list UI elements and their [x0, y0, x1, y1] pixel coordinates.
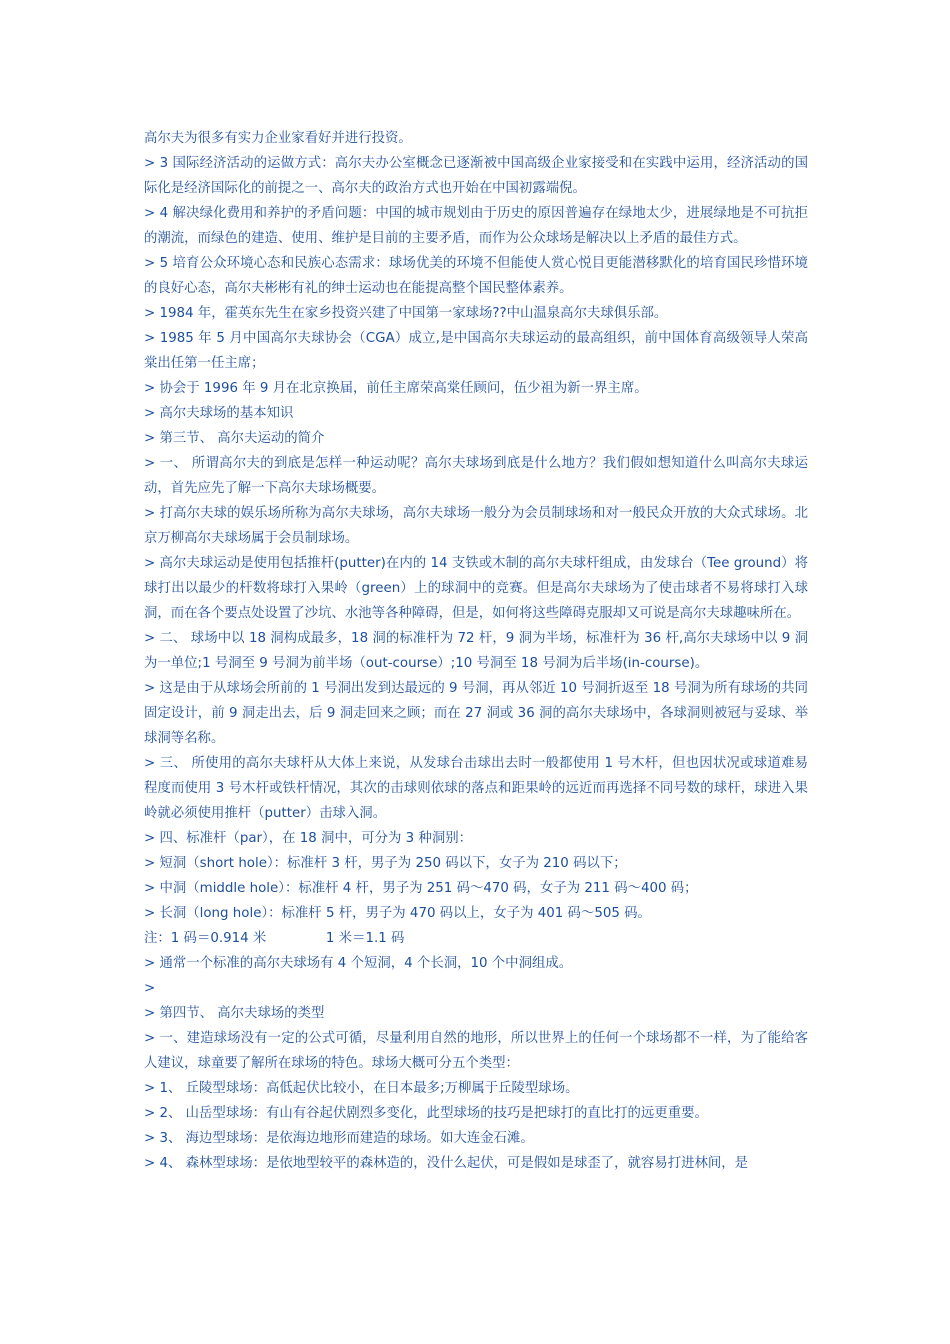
list-item: > 长洞（long hole）：标准杆 5 杆，男子为 470 码以上，女子为 401 码～505 码。 — [144, 906, 651, 921]
list-item: > 1、 丘陵型球场：高低起伏比较小，在日本最多;万柳属于丘陵型球场。 — [144, 1081, 579, 1096]
list-item: > 中洞（middle hole）：标准杆 4 杆，男子为 251 码～470 码，女子为 211 码～400 码； — [144, 881, 698, 896]
paragraph: > — [144, 981, 156, 996]
paragraph: > 通常一个标准的高尔夫球场有 4 个短洞，4 个长洞，10 个中洞组成。 — [144, 956, 573, 971]
paragraph: > 一、建造球场没有一定的公式可循，尽量利用自然的地形，所以世界上的任何一个球场都不一样，为了能给客人建议，球童要了解所在球场的特色。球场大概可分五个类型： — [144, 1031, 808, 1071]
paragraph: > 协会于 1996 年 9 月在北京换届，前任主席荣高棠任顾问，伍少祖为新一界主席。 — [144, 381, 648, 396]
section-heading: > 高尔夫球场的基本知识 — [144, 406, 294, 421]
paragraph: > 4 解决绿化费用和养护的矛盾问题：中国的城市规划由于历史的原因普遍存在绿地太少，进展绿地是不可抗拒的潮流，而绿色的建造、使用、维护是目前的主要矛盾，而作为公众球场是解决以上矛盾的最佳方式。 — [144, 206, 808, 246]
paragraph: > 5 培育公众环境心态和民族心态需求：球场优美的环境不但能使人赏心悦目更能潜移默化的培育国民珍惜环境的良好心态，高尔夫彬彬有礼的绅士运动也在能提高整个国民整体素养。 — [144, 256, 808, 296]
section-heading: > 第三节、 高尔夫运动的简介 — [144, 431, 325, 446]
paragraph: > 二、 球场中以 18 洞构成最多，18 洞的标准杆为 72 杆，9 洞为半场，标准杆为 36 杆,高尔夫球场中以 9 洞为一单位;1 号洞至 9 号洞为前半场（out-course）;10 号洞至 18 号洞为后半场(in-course)。 — [144, 631, 808, 671]
paragraph: > 四、标准杆（par），在 18 洞中，可分为 3 种洞别： — [144, 831, 472, 846]
list-item: > 2、 山岳型球场：有山有谷起伏剧烈多变化，此型球场的技巧是把球打的直比打的远更重要。 — [144, 1106, 708, 1121]
paragraph: > 一、 所谓高尔夫的到底是怎样一种运动呢？高尔夫球场到底是什么地方？我们假如想知道什么叫高尔夫球运动，首先应先了解一下高尔夫球场概要。 — [144, 456, 808, 496]
paragraph: > 打高尔夫球的娱乐场所称为高尔夫球场，高尔夫球场一般分为会员制球场和对一般民众开放的大众式球场。北京万柳高尔夫球场属于会员制球场。 — [144, 506, 808, 546]
paragraph: > 高尔夫球运动是使用包括推杆(putter)在内的 14 支铁或木制的高尔夫球杆组成，由发球台（Tee ground）将球打出以最少的杆数将球打入果岭（green）上的球洞中的竞赛。但是高尔夫球场为了使击球者不易将球打入球洞，而在各个要点处设置了沙坑、水池等各种障碍，但是，如何将这些障碍克服却又可说是高尔夫球趣味所在。 — [144, 556, 808, 621]
list-item: > 3、 海边型球场：是依海边地形而建造的球场。如大连金石滩。 — [144, 1131, 534, 1146]
section-heading: > 第四节、 高尔夫球场的类型 — [144, 1006, 325, 1021]
paragraph: 高尔夫为很多有实力企业家看好并进行投资。 — [144, 131, 412, 146]
paragraph: > 1984 年，霍英东先生在家乡投资兴建了中国第一家球场??中山温泉高尔夫球俱乐部。 — [144, 306, 668, 321]
paragraph: > 三、 所使用的高尔夫球杆从大体上来说，从发球台击球出去时一般都使用 1 号木杆，但也因状况或球道难易程度而使用 3 号木杆或铁杆情况，其次的击球则依球的落点和距果岭的远近而再选择不同号数的球杆，球进入果岭就必须使用推杆（putter）击球入洞。 — [144, 756, 808, 821]
list-item: > 短洞（short hole）：标准杆 3 杆，男子为 250 码以下，女子为 210 码以下； — [144, 856, 627, 871]
paragraph: > 3 国际经济活动的运做方式：高尔夫办公室概念已逐渐被中国高级企业家接受和在实践中运用，经济活动的国际化是经济国际化的前提之一、高尔夫的政治方式也开始在中国初露端倪。 — [144, 156, 808, 196]
paragraph: > 1985 年 5 月中国高尔夫球协会（CGA）成立,是中国高尔夫球运动的最高组织，前中国体育高级领导人荣高棠出任第一任主席； — [144, 331, 808, 371]
note: 注：1 码＝0.914 米 1 米＝1.1 码 — [144, 931, 405, 946]
paragraph: > 这是由于从球场会所前的 1 号洞出发到达最远的 9 号洞，再从邻近 10 号洞折返至 18 号洞为所有球场的共同固定设计，前 9 洞走出去，后 9 洞走回来之顾；而在 27 洞或 36 洞的高尔夫球场中，各球洞则被冠与妥球、举球洞等名称。 — [144, 681, 808, 746]
document-body — [144, 126, 808, 1176]
list-item: > 4、 森林型球场：是依地型较平的森林造的，没什么起伏，可是假如是球歪了，就容易打进林间，是 — [144, 1156, 749, 1171]
